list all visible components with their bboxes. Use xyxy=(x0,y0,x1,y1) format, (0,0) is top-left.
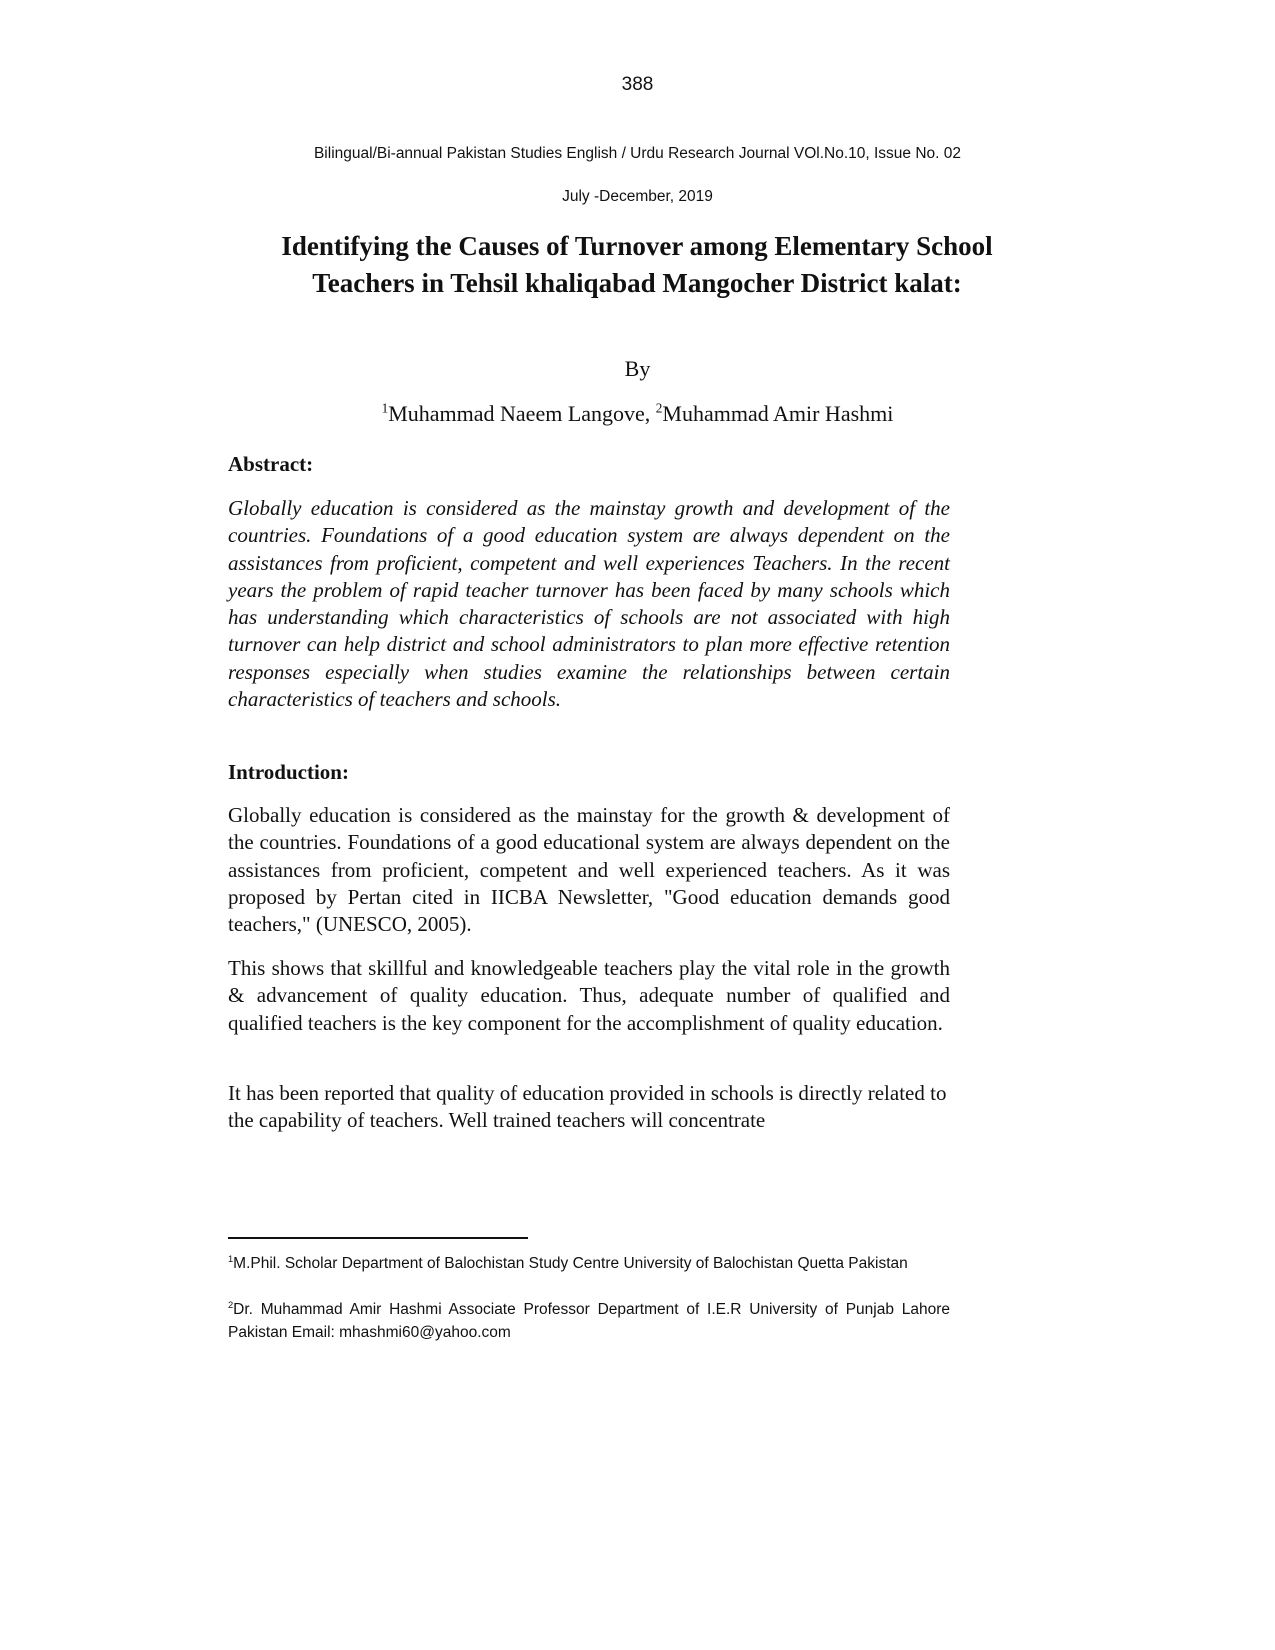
author-2-name: Muhammad Amir Hashmi xyxy=(662,401,894,426)
introduction-paragraph-1: Globally education is considered as the mainstay for the growth & development of the countries. Foundations of a good educational system are always dependent on the assistances from proficient, competent and well experienced teachers. As it was proposed by Pertan cited in IICBA Newsletter, "Good education demands good teachers," (UNESCO, 2005). xyxy=(228,803,950,937)
page-number: 388 xyxy=(621,74,654,95)
footnote-1-text: M.Phil. Scholar Department of Balochistan Study Centre University of Balochistan Quetta Pakistan xyxy=(233,1255,908,1272)
introduction-heading: Introduction: xyxy=(228,760,349,784)
author-separator: , xyxy=(644,401,656,426)
footnote-2-marker: 2 xyxy=(228,1299,234,1310)
footnote-1 xyxy=(228,1252,950,1275)
footnote-2 xyxy=(228,1298,950,1344)
abstract-heading: Abstract: xyxy=(228,452,314,476)
article-title xyxy=(237,228,1037,302)
author-1-marker: 1 xyxy=(381,400,389,416)
author-2-marker: 2 xyxy=(655,400,663,416)
abstract-text: Globally education is considered as the mainstay growth and development of the countries. Foundations of a good education system are always dependent on the assistances from proficient, competent and well experiences Teachers. In the recent years the problem of rapid teacher turnover has been faced by many schools which has understanding which characteristics of schools are not associated with high turnover can help district and school administrators to plan more effective retention responses especially when studies examine the relationships between certain characteristics of teachers and schools. xyxy=(228,496,950,712)
footnote-1-marker: 1 xyxy=(228,1253,234,1264)
footnote-divider xyxy=(228,1237,528,1239)
footnote-2-text: Dr. Muhammad Amir Hashmi Associate Professor Department of I.E.R University of Punjab Lahore Pakistan Email: mhashmi60@yahoo.com xyxy=(228,1301,950,1341)
introduction-paragraph-3: It has been reported that quality of education provided in schools is directly related to the capability of teachers. Well trained teachers will concentrate xyxy=(228,1081,947,1133)
article-title-text: Identifying the Causes of Turnover among Elementary School Teachers in Tehsil khaliqabad Mangocher District kalat: xyxy=(281,231,993,298)
by-line: By xyxy=(624,356,651,381)
author-1-name: Muhammad Naeem Langove xyxy=(388,401,645,426)
journal-header: Bilingual/Bi-annual Pakistan Studies English / Urdu Research Journal VOl.No.10, Issue No. 02 xyxy=(313,145,962,162)
authors xyxy=(0,401,1275,427)
introduction-paragraph-2: This shows that skillful and knowledgeable teachers play the vital role in the growth & advancement of quality education. Thus, adequate number of qualified and qualified teachers is the key component for the accomplishment of quality education. xyxy=(228,956,950,1035)
issue-date: July -December, 2019 xyxy=(562,188,713,205)
